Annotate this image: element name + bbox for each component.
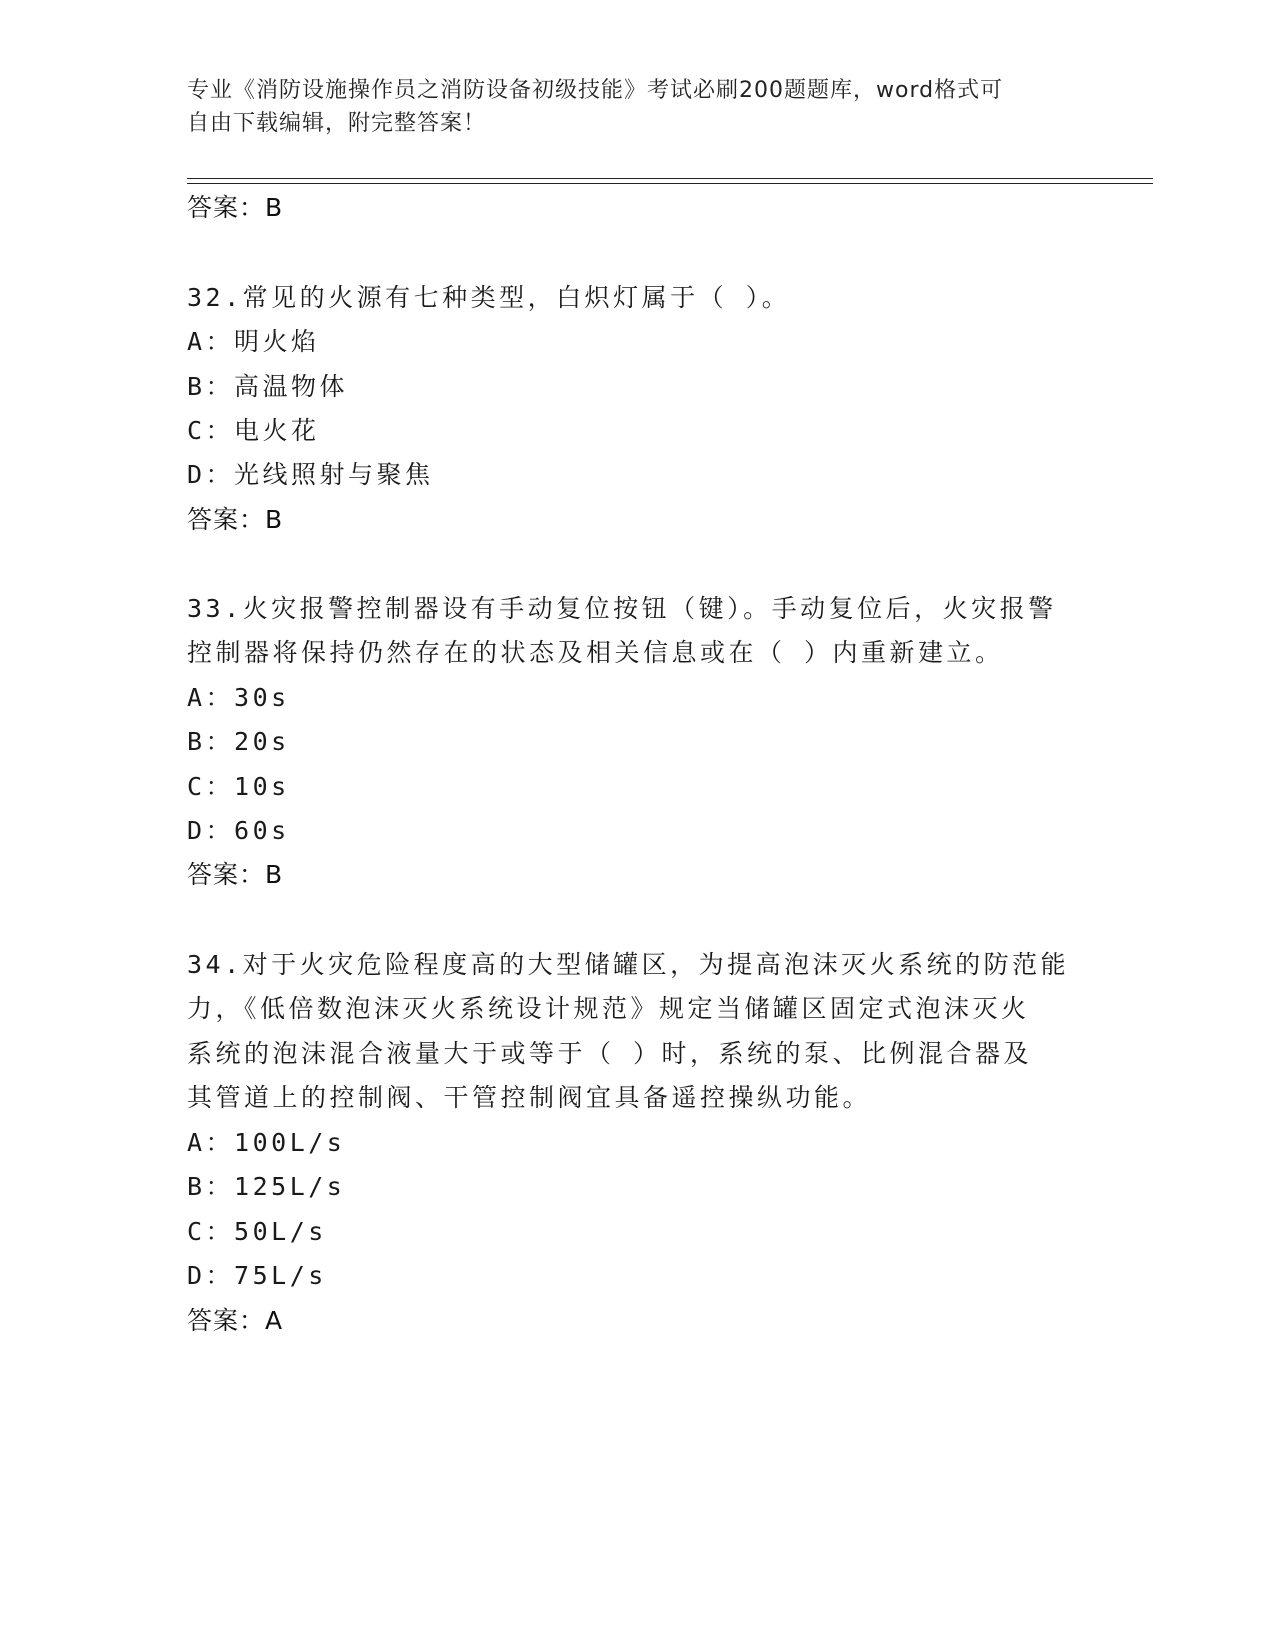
header-line-1: 专业《消防设施操作员之消防设备初级技能》考试必刷200题题库，word格式可 [187,78,1004,103]
question-33-option-d: D：60s [187,816,290,845]
question-33-stem-line-2: 控制器将保持仍然存在的状态及相关信息或在（ ）内重新建立。 [187,638,1004,667]
question-32-option-c: C：电火花 [187,416,320,445]
question-32-stem: 32.常见的火源有七种类型，白炽灯属于（ ）。 [187,283,791,312]
header-divider-top [187,178,1153,179]
question-34-option-a: A：100L/s [187,1128,346,1157]
question-33-option-b: B：20s [187,727,290,756]
question-34-answer: 答案：A [187,1306,284,1335]
question-34-stem-line-1: 34.对于火灾危险程度高的大型储罐区，为提高泡沫灭火系统的防范能 [187,950,1070,979]
question-33-answer: 答案：B [187,860,284,889]
question-33-option-a: A：30s [187,683,290,712]
question-32-option-b: B：高温物体 [187,372,349,401]
question-34-stem-line-3: 系统的泡沫混合液量大于或等于（ ）时，系统的泵、比例混合器及 [187,1039,1033,1068]
question-32-option-d: D：光线照射与聚焦 [187,460,434,489]
question-34-option-c: C：50L/s [187,1217,327,1246]
page-header [187,74,1087,140]
previous-question-answer: 答案：B [187,193,284,222]
question-34-option-d: D：75L/s [187,1261,327,1290]
header-divider-bottom [187,183,1153,184]
question-33-option-c: C：10s [187,772,290,801]
question-34-option-b: B：125L/s [187,1172,346,1201]
question-33-stem-line-1: 33.火灾报警控制器设有手动复位按钮（键）。手动复位后，火灾报警 [187,594,1057,623]
header-line-2: 自由下载编辑，附完整答案！ [187,111,487,136]
question-32-option-a: A：明火焰 [187,327,320,356]
question-32-answer: 答案：B [187,505,284,534]
question-34-stem-line-2: 力，《低倍数泡沫灭火系统设计规范》规定当储罐区固定式泡沫灭火 [187,994,1030,1023]
question-34-stem-line-4: 其管道上的控制阀、干管控制阀宜具备遥控操纵功能。 [187,1083,872,1112]
